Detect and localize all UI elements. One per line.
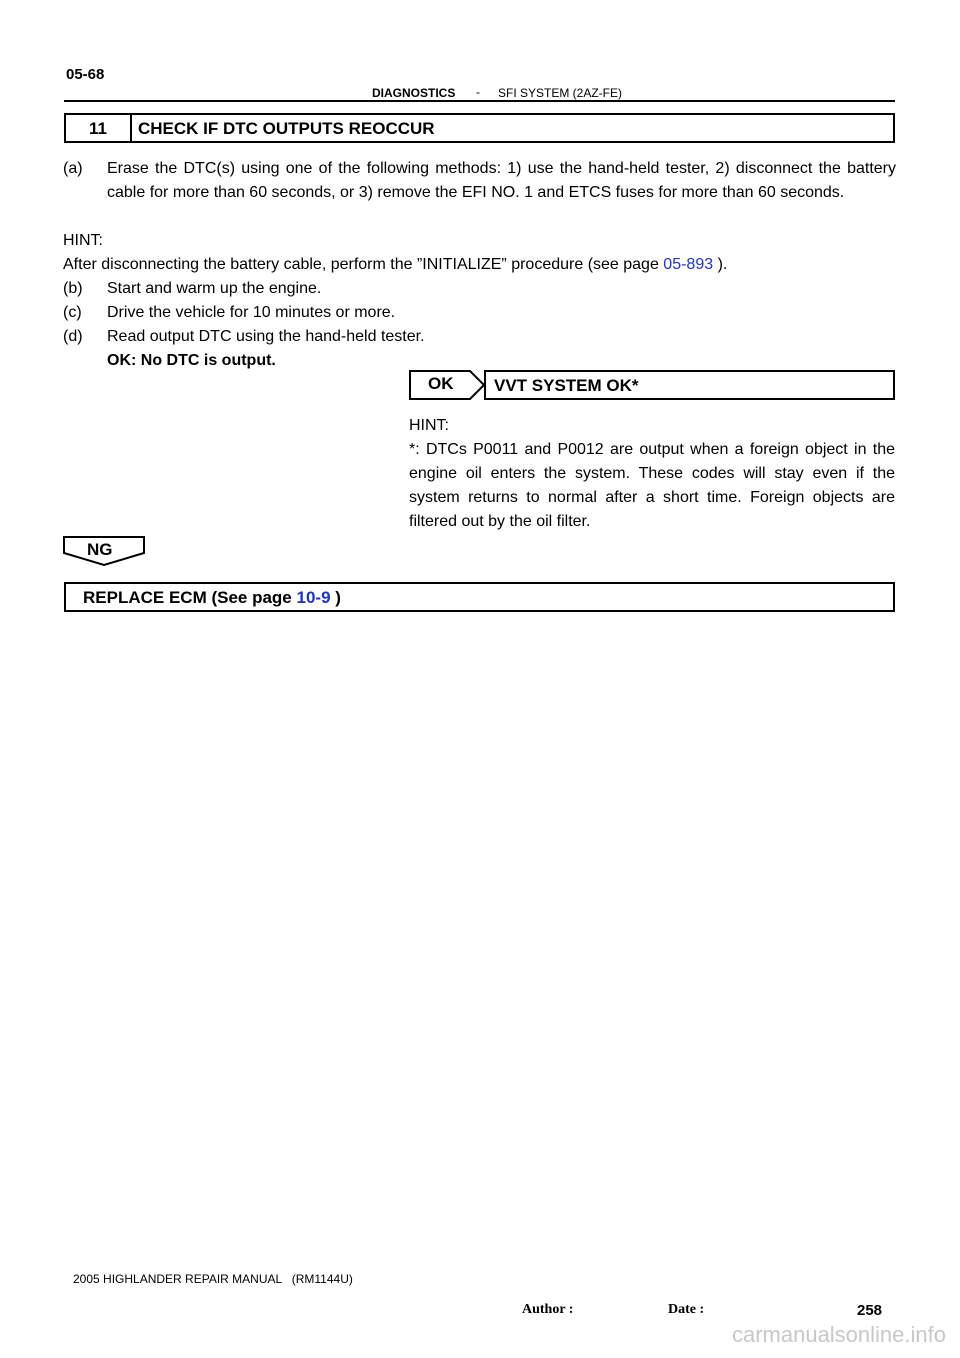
step-divider (130, 115, 132, 141)
header-section: DIAGNOSTICS (372, 86, 456, 100)
footer-manual-title: 2005 HIGHLANDER REPAIR MANUAL (RM1144U) (73, 1272, 353, 1286)
header-rule (64, 100, 895, 102)
ng-action-after: ) (330, 588, 341, 607)
ok-result-box (484, 370, 895, 400)
ok-tag-label: OK (428, 374, 454, 393)
item-d-text: Read output DTC using the hand-held tester. (107, 328, 425, 345)
hint-label: HINT: (63, 232, 103, 249)
ok-hint-label: HINT: (409, 417, 449, 434)
item-d-label: (d) (63, 328, 83, 345)
step-title: CHECK IF DTC OUTPUTS REOCCUR (138, 119, 435, 138)
watermark: carmanualsonline.info (731, 1322, 946, 1347)
hint-page-link[interactable]: 05-893 (663, 256, 714, 273)
ng-tag-label: NG (87, 540, 113, 559)
item-a-label: (a) (63, 160, 83, 177)
header-subsection: SFI SYSTEM (2AZ-FE) (498, 86, 623, 100)
hint-text (63, 253, 727, 277)
footer-page-number: 258 (857, 1302, 883, 1319)
ok-result-text: VVT SYSTEM OK* (494, 376, 639, 395)
page-number: 05-68 (66, 66, 105, 83)
item-a-text: Erase the DTC(s) using one of the following methods: 1) use the hand-held tester, 2) disconnect the battery cable for more than 60 seconds, or 3) remove the EFI NO. 1 and ETCS fuses for more than 60 seconds. (107, 160, 896, 201)
header-dash: - (476, 85, 480, 99)
ng-action-box (64, 582, 895, 612)
item-b-label: (b) (63, 280, 83, 297)
footer-date-label: Date : (668, 1302, 705, 1317)
ng-page-link[interactable]: 10-9 (296, 588, 331, 607)
step-number: 11 (89, 119, 107, 138)
hint-text-before: After disconnecting the battery cable, perform the ”INITIALIZE” procedure (see page (63, 256, 664, 273)
item-b-text: Start and warm up the engine. (107, 280, 322, 297)
footer-author-label: Author : (522, 1302, 574, 1317)
ng-action-text (83, 588, 341, 608)
ok-hint (409, 414, 895, 534)
hint-text-after: ). (713, 256, 728, 273)
item-c-text: Drive the vehicle for 10 minutes or more. (107, 304, 396, 321)
ok-hint-text: *: DTCs P0011 and P0012 are output when a foreign object in the engine oil enters the system. These codes will stay even if the system returns to normal after a short time. Foreign objects are filtered out by the oil filter. (409, 441, 895, 530)
ok-condition: OK: No DTC is output. (107, 352, 276, 369)
ng-action-before: REPLACE ECM (See page (83, 588, 297, 607)
item-c-label: (c) (63, 304, 82, 321)
step-box (64, 113, 895, 143)
